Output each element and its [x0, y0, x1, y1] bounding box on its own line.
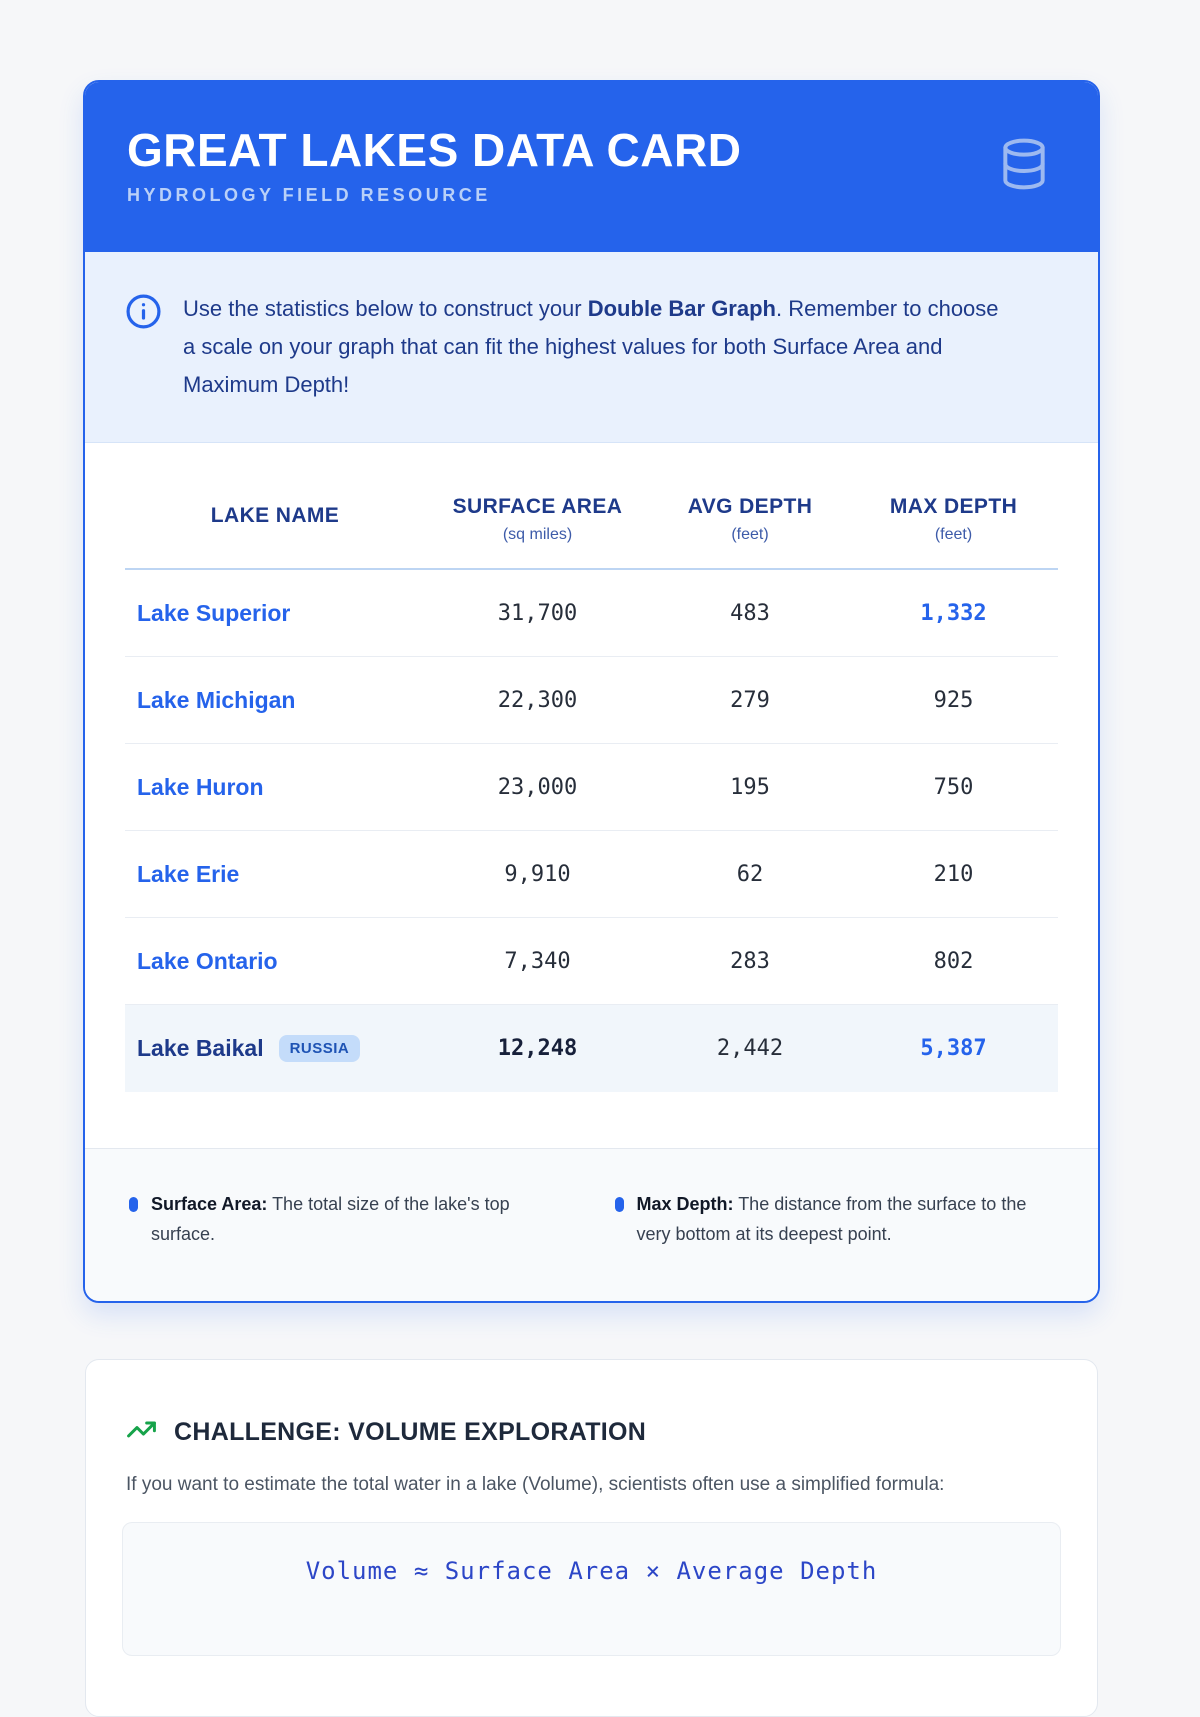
card-header	[85, 82, 1098, 252]
avg-depth-value: 62	[736, 861, 764, 887]
instruction-bold: Double Bar Graph	[587, 296, 776, 322]
database-icon	[996, 134, 1052, 199]
challenge-intro: If you want to estimate the total water in a lake (Volume), scientists often use a simplified formula:	[126, 1474, 945, 1496]
avg-depth-value: 483	[730, 600, 770, 626]
great-lakes-data-card	[83, 80, 1100, 1303]
table-header-row	[125, 469, 1058, 570]
lake-name: Lake Superior	[137, 599, 291, 626]
table-row	[125, 744, 1058, 831]
column-unit: (sq miles)	[502, 526, 573, 544]
table-column-header: MAX DEPTH (feet)	[850, 495, 1057, 544]
column-unit: (feet)	[934, 526, 973, 544]
surface-area-value: 22,300	[497, 687, 578, 713]
max-depth-value: 925	[933, 687, 974, 713]
max-depth-value: 750	[933, 774, 974, 800]
trending-up-icon	[126, 1414, 157, 1450]
definition-item	[615, 1189, 1055, 1249]
surface-area-value: 23,000	[497, 774, 578, 800]
lake-name-cell	[125, 861, 425, 888]
lake-name-cell	[125, 600, 425, 627]
formula-text: Volume ≈ Surface Area × Average Depth	[305, 1557, 878, 1586]
table-row	[125, 657, 1058, 744]
table-column-header: LAKE NAME	[210, 504, 340, 528]
surface-area-value: 9,910	[504, 861, 571, 887]
surface-area-value: 12,248	[497, 1036, 578, 1062]
lake-name-cell	[125, 687, 425, 714]
country-badge: RUSSIA	[279, 1035, 361, 1062]
surface-area-value: 7,340	[504, 948, 571, 974]
definition-text: Max Depth: The distance from the surface to the very bottom at its deepest point.	[636, 1194, 1027, 1245]
max-depth-value: 802	[933, 948, 974, 974]
max-depth-value: 210	[933, 861, 974, 887]
table-row	[125, 1005, 1058, 1092]
avg-depth-value: 279	[730, 687, 770, 713]
instruction-banner	[85, 252, 1098, 443]
bullet-dot-icon	[129, 1197, 138, 1212]
max-depth-value: 1,332	[920, 600, 987, 626]
table-row	[125, 570, 1058, 657]
definitions-footer	[85, 1148, 1098, 1301]
lake-name-cell	[125, 1035, 425, 1062]
challenge-header	[122, 1414, 1061, 1450]
card-header-text	[127, 126, 741, 206]
instruction-text: Use the statistics below to construct your Double Bar Graph. Remember to choose a scale on your graph that can fit the highest values for both Surface Area and Maximum Depth!	[183, 296, 999, 398]
challenge-title: CHALLENGE: VOLUME EXPLORATION	[174, 1417, 647, 1446]
table-row	[125, 918, 1058, 1005]
column-unit: (feet)	[731, 526, 769, 544]
max-depth-value: 5,387	[920, 1036, 987, 1062]
lake-name-cell	[125, 948, 425, 975]
lake-name: Lake Erie	[137, 860, 240, 887]
lake-name: Lake Baikal	[137, 1035, 264, 1062]
lakes-table	[85, 443, 1098, 1148]
lake-name: Lake Huron	[137, 773, 264, 800]
challenge-card	[85, 1359, 1098, 1717]
page-title: GREAT LAKES DATA CARD	[127, 124, 742, 176]
avg-depth-value: 195	[730, 774, 770, 800]
formula-box	[122, 1522, 1061, 1656]
surface-area-value: 31,700	[497, 600, 578, 626]
lake-name: Lake Michigan	[137, 686, 296, 713]
bullet-dot-icon	[615, 1197, 624, 1212]
table-body	[125, 570, 1058, 1092]
avg-depth-value: 2,442	[716, 1036, 784, 1062]
definition-text: Surface Area: The total size of the lake's top surface.	[151, 1194, 510, 1245]
lake-name: Lake Ontario	[137, 947, 278, 974]
lake-name-cell	[125, 774, 425, 801]
table-column-header: AVG DEPTH (feet)	[650, 495, 850, 544]
info-icon	[125, 290, 162, 404]
avg-depth-value: 283	[730, 948, 770, 974]
table-column-header: SURFACE AREA (sq miles)	[425, 495, 650, 544]
table-row	[125, 831, 1058, 918]
page-subtitle: HYDROLOGY FIELD RESOURCE	[127, 185, 491, 206]
definition-item	[129, 1189, 569, 1249]
